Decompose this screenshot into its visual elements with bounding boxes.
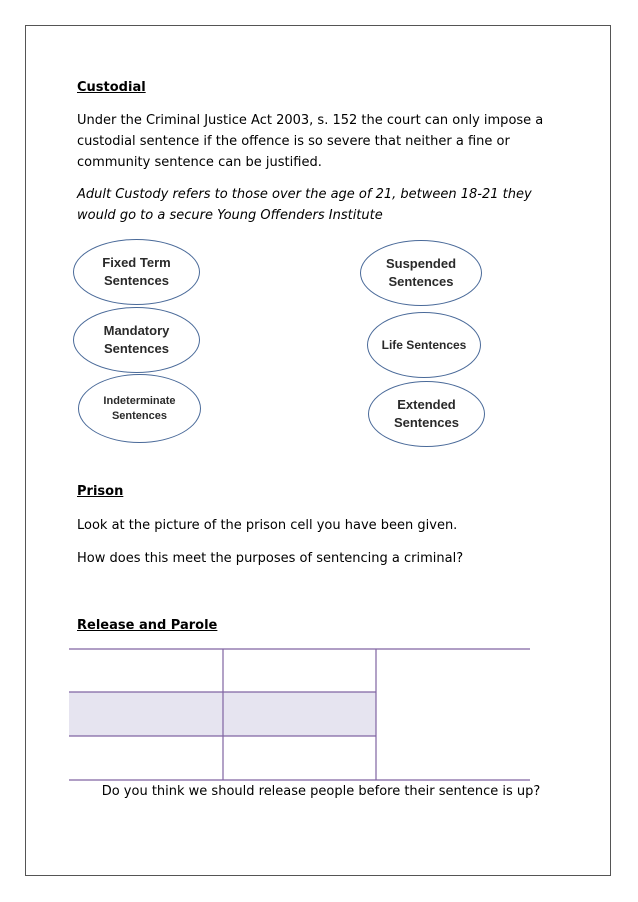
oval-extended-label: Extended Sentences: [393, 397, 460, 430]
prison-line-1: Look at the picture of the prison cell you have been given.: [77, 518, 458, 533]
oval-mandatory-label: Mandatory Sentences: [103, 323, 170, 356]
oval-suspended-label: Suspended Sentences: [385, 256, 457, 289]
custodial-paragraph: Under the Criminal Justice Act 2003, s. 152 the court can only impose a custodial sentence if the offence is so severe that neither a fine or community sentence can be justified.: [77, 113, 544, 170]
release-heading: Release and Parole: [77, 618, 218, 633]
custodial-heading: Custodial: [77, 80, 146, 95]
adult-custody-note: Adult Custody refers to those over the age of 21, between 18-21 they would go to a secure Young Offenders Institute: [77, 187, 532, 223]
release-question: Do you think we should release people before their sentence is up?: [101, 784, 541, 799]
oval-indeterminate-label: Indeterminate Sentences: [103, 394, 176, 422]
oval-life-label: Life Sentences: [381, 338, 467, 352]
prison-line-2: How does this meet the purposes of sentencing a criminal?: [77, 551, 464, 566]
oval-fixed-term-label: Fixed Term Sentences: [102, 255, 171, 288]
prison-heading: Prison: [77, 484, 124, 499]
